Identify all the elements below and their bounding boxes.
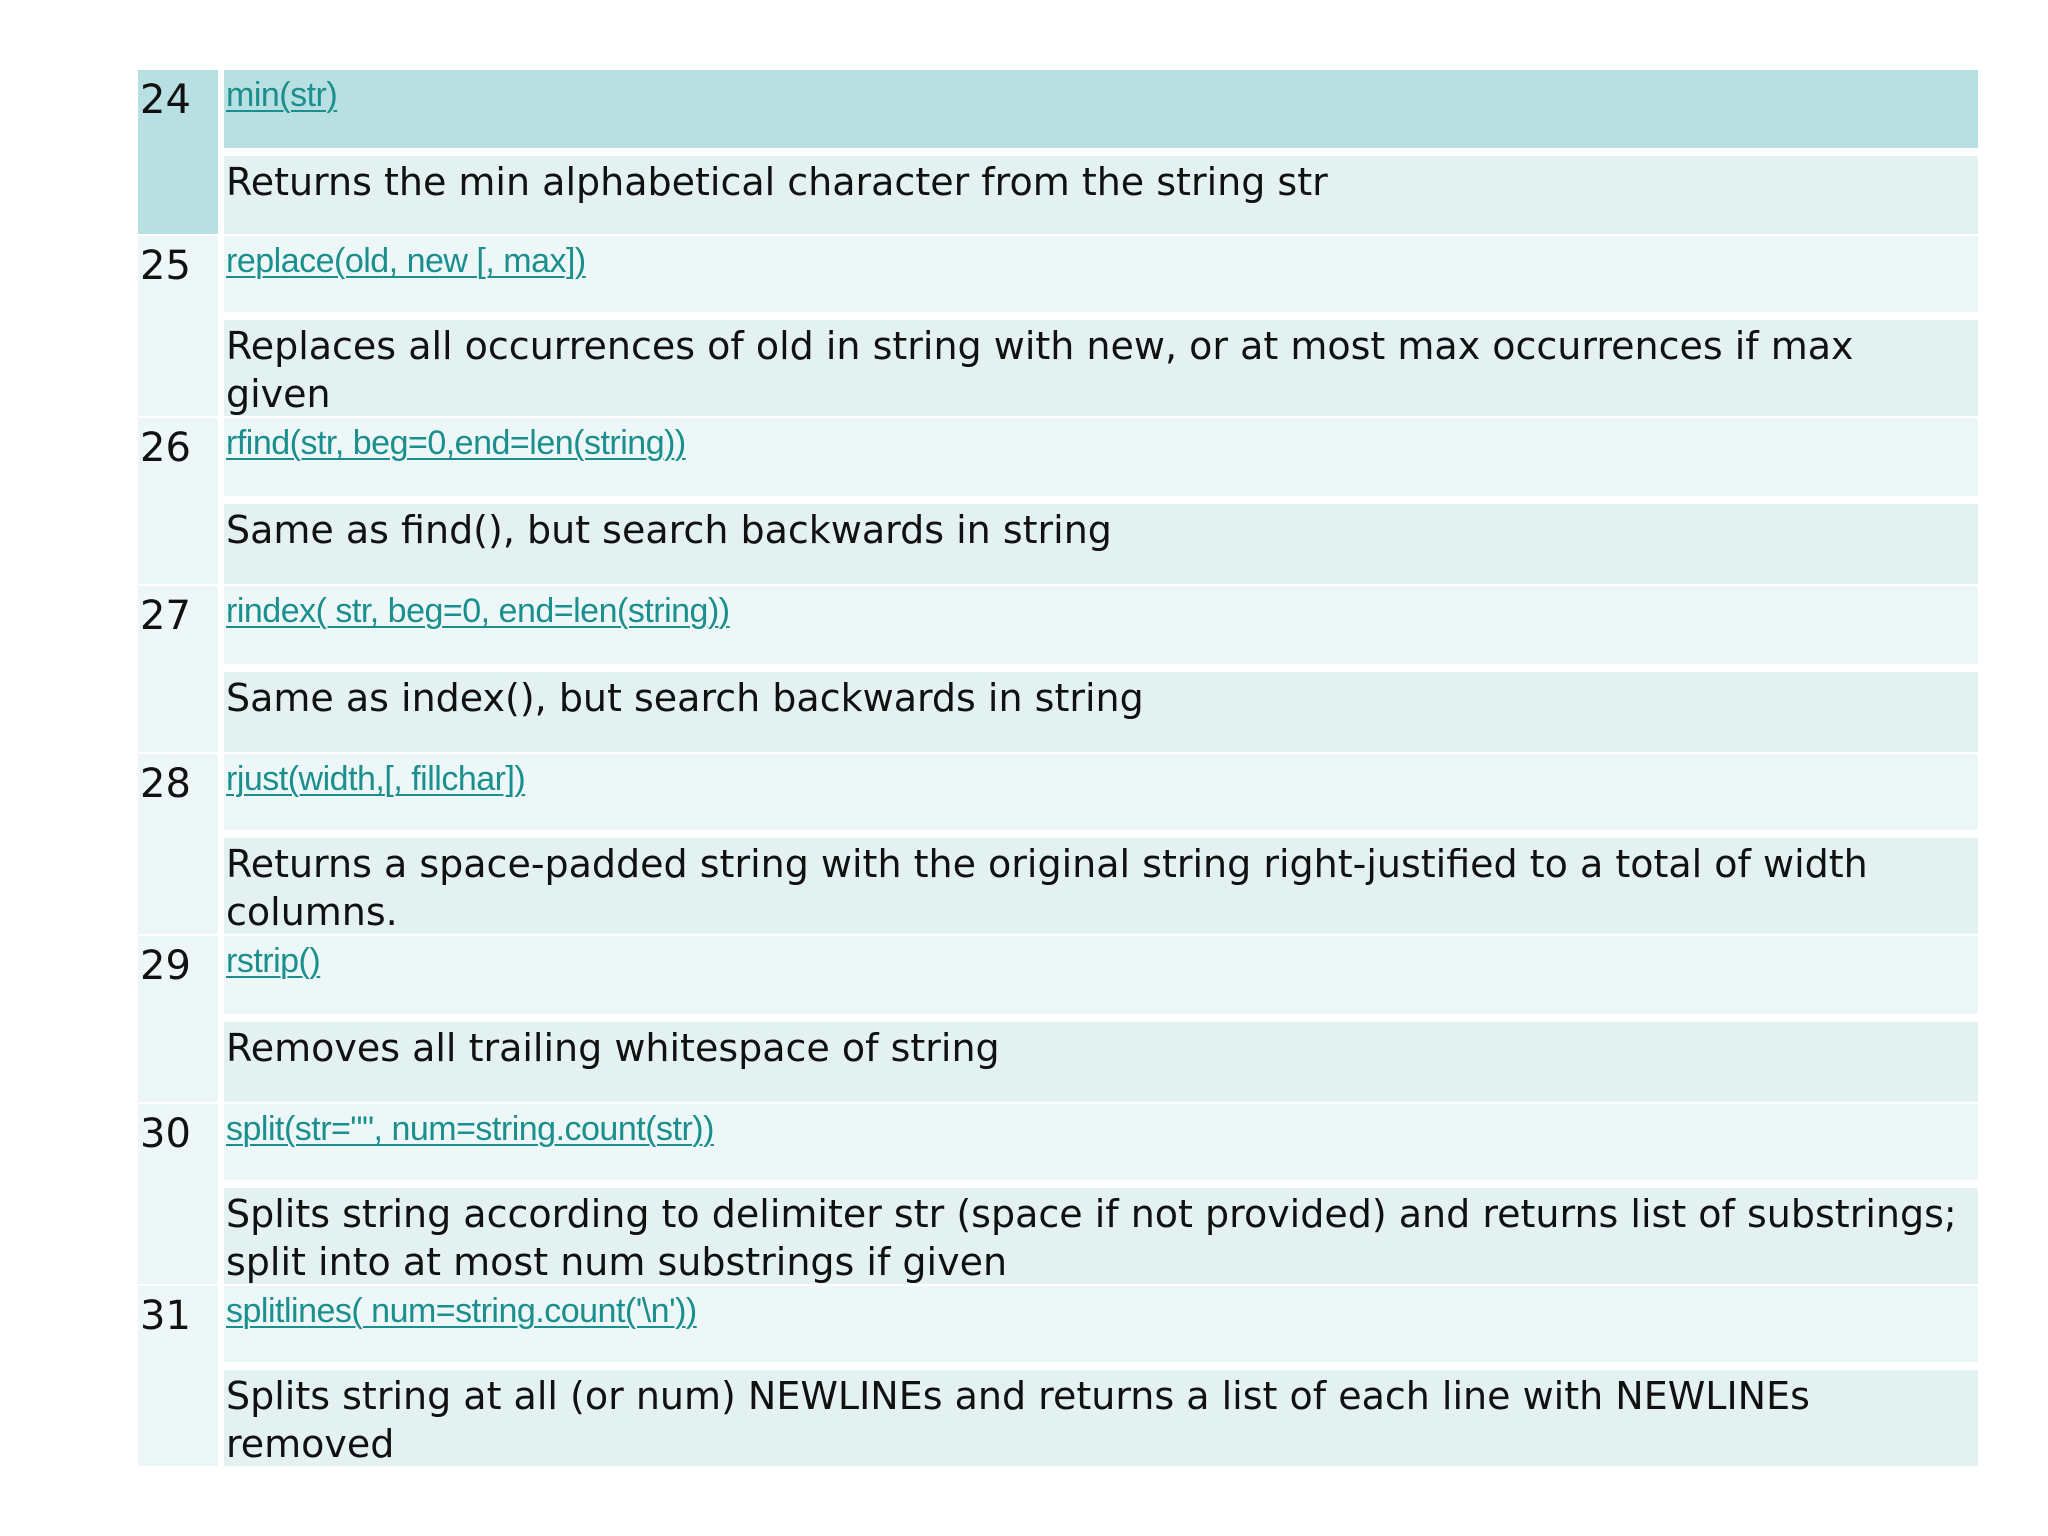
row-body [224,586,1978,754]
function-cell [224,70,1978,156]
description-cell: Replaces all occurrences of old in string with new, or at most max occurrences if max given [224,320,1978,418]
row-body [224,236,1978,418]
row-number: 31 [138,1286,218,1468]
table-row [138,586,1978,754]
function-link[interactable]: min(str) [226,76,338,114]
function-cell [224,1104,1978,1188]
function-link[interactable]: splitlines( num=string.count('\n')) [226,1292,697,1330]
function-link[interactable]: split(str="", num=string.count(str)) [226,1110,714,1148]
description-cell: Splits string according to delimiter str (space if not provided) and returns list of substrings; split into at most num substrings if given [224,1188,1978,1286]
row-number: 26 [138,418,218,586]
table-row [138,1286,1978,1468]
row-body [224,1104,1978,1286]
table-row [138,754,1978,936]
row-number: 28 [138,754,218,936]
description-cell: Splits string at all (or num) NEWLINEs and returns a list of each line with NEWLINEs removed [224,1370,1978,1468]
function-link[interactable]: rfind(str, beg=0,end=len(string)) [226,424,686,462]
function-cell [224,418,1978,504]
function-cell [224,936,1978,1022]
row-number: 25 [138,236,218,418]
string-methods-table [138,70,1978,1468]
row-body [224,418,1978,586]
description-cell: Returns the min alphabetical character from the string str [224,156,1978,236]
table-row [138,70,1978,236]
table-row [138,936,1978,1104]
row-body [224,1286,1978,1468]
table-row [138,418,1978,586]
row-body [224,936,1978,1104]
table-row [138,1104,1978,1286]
description-cell: Removes all trailing whitespace of string [224,1022,1978,1104]
function-link[interactable]: rjust(width,[, fillchar]) [226,760,526,798]
row-number: 24 [138,70,218,236]
row-body [224,754,1978,936]
function-cell [224,754,1978,838]
row-body [224,70,1978,236]
table-row [138,236,1978,418]
function-link[interactable]: replace(old, new [, max]) [226,242,586,280]
function-cell [224,1286,1978,1370]
function-link[interactable]: rstrip() [226,942,321,980]
row-number: 30 [138,1104,218,1286]
description-cell: Returns a space-padded string with the original string right-justified to a total of width columns. [224,838,1978,936]
function-cell [224,586,1978,672]
description-cell: Same as find(), but search backwards in string [224,504,1978,586]
function-cell [224,236,1978,320]
description-cell: Same as index(), but search backwards in string [224,672,1978,754]
function-link[interactable]: rindex( str, beg=0, end=len(string)) [226,592,730,630]
row-number: 29 [138,936,218,1104]
row-number: 27 [138,586,218,754]
